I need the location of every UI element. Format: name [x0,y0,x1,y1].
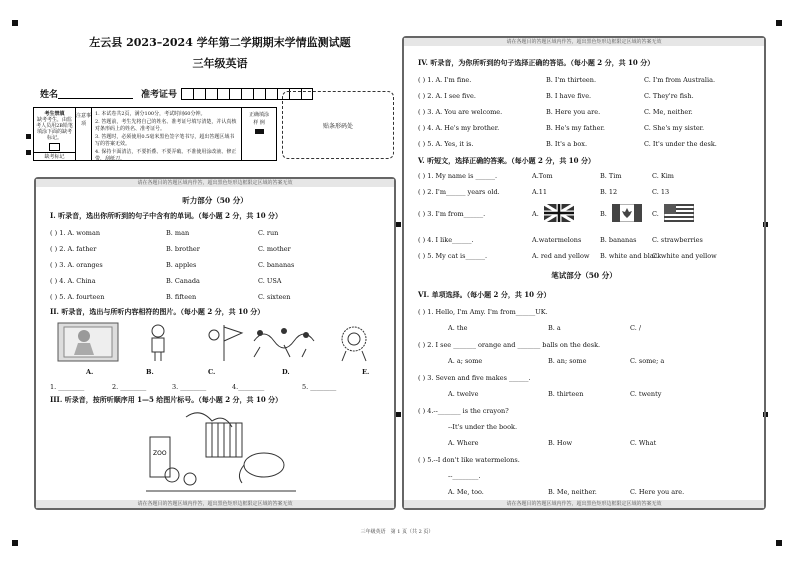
q4-option-c[interactable]: C. She's my sister. [644,124,705,132]
q5-option-a[interactable]: A.watermelons [532,236,582,244]
zoo-scene-picture [146,407,296,495]
q5-stem: ( ) 2. I'm______ years old. [418,188,500,196]
q6-option-b[interactable]: B. thirteen [548,390,584,398]
usa-flag-icon [664,204,694,222]
q6-option-c[interactable]: C. twenty [630,390,662,398]
q4-option-b[interactable]: B. It's a box. [546,140,588,148]
barcode-area [282,91,394,159]
page-title: 左云县 2023–2024 学年第二学期期末学情监测试题 [89,36,351,49]
q5-option-a[interactable]: A.11 [532,188,548,196]
q1-option-a[interactable]: ( ) 5. A. fourteen [50,293,105,301]
q1-option-c[interactable]: C. run [258,229,279,237]
q5-option-a[interactable]: A. red and yellow [532,252,590,260]
q1-option-a[interactable]: ( ) 2. A. father [50,245,97,253]
page-footer: 三年级英语 第 1 页（共 2 页） [360,529,434,535]
answer-blank[interactable]: 4.________ [232,383,265,391]
q6-option-a[interactable]: A. the [448,324,468,332]
picture-label: D. [282,368,290,376]
q6-option-a[interactable]: A. Where [448,439,479,447]
note-line: 3. 答题时，必须使用0.5毫米黑色签字笔书写，超出答题区域书写的答案无效。 [95,133,235,147]
q5-option-b[interactable]: B. bananas [600,236,637,244]
q4-option-b[interactable]: B. He's my father. [546,124,605,132]
q4-option-c[interactable]: C. They're fish. [644,92,694,100]
registration-marker [26,134,31,139]
q5-option-b[interactable]: B. Tim [600,172,622,180]
q1-option-a[interactable]: ( ) 3. A. oranges [50,261,103,269]
answer-blank[interactable]: 5. ________ [302,383,337,391]
answer-blank[interactable]: 1. ________ [50,383,85,391]
q6-option-a[interactable]: A. twelve [448,390,479,398]
q6-stem: ( ) 5.--I don't like watermelons. [418,456,520,464]
q6-stem: ( ) 1. Hello, I'm Amy. I'm from______UK. [418,308,548,316]
flag-picture [209,325,242,361]
answer-blank[interactable]: 2. ________ [112,383,147,391]
note-line: 2. 答题前，考生先将自己的姓名、准考证号填写清楚，并认真核对条形码上的姓名、准考证号。 [95,118,237,132]
registration-marker [776,540,782,546]
q1-option-b[interactable]: B. man [166,229,190,237]
q1-option-c[interactable]: C. mother [258,245,291,253]
name-label: 姓名 [40,90,59,100]
q6-option-b[interactable]: B. Me, neither. [548,488,597,496]
q1-option-c[interactable]: C. USA [258,277,282,285]
q5-option-c[interactable]: C. 13 [652,188,670,196]
warning-banner-bottom: 请在各题目的答题区域内作答，超出黑色矩形边框限定区域的答案无效 [404,500,764,508]
q6-dialog-line: --________. [448,472,481,480]
registration-marker [396,222,401,227]
absence-mark-box[interactable] [49,143,60,151]
left-answer-panel [34,177,396,510]
picture-label: C. [208,368,216,376]
q4-title: IV. 听录音，为你所听到的句子选择正确的答语。（每小题 2 分，共 10 分） [418,58,655,67]
q5-option-a[interactable]: A. [532,210,539,218]
q4-option-a[interactable]: ( ) 1. A. I'm fine. [418,76,472,84]
fill-example-bottom: 样 例 [253,120,265,126]
lion-picture [342,327,366,361]
q6-option-c[interactable]: C. What [630,439,657,447]
people-dancing-picture [254,328,314,357]
q1-option-b[interactable]: B. brother [166,245,200,253]
picture-label: A. [86,368,94,376]
q6-title: VI. 单项选择。（每小题 2 分，共 10 分） [418,290,551,299]
registration-marker [396,412,401,417]
q6-option-c[interactable]: C. some; a [630,357,665,365]
warning-banner: 请在各题目的答题区域内作答，超出黑色矩形边框限定区域的答案无效 [404,38,764,46]
q4-option-a[interactable]: ( ) 4. A. He's my brother. [418,124,500,132]
listening-heading: 听力部分（50 分） [182,196,248,205]
registration-marker [12,20,18,26]
warning-banner: 请在各题目的答题区域内作答，超出黑色矩形边框限定区域的答案无效 [36,179,394,187]
boy-picture [152,325,164,361]
q1-option-a[interactable]: ( ) 4. A. China [50,277,96,285]
q5-option-c[interactable]: C. Kim [652,172,674,180]
q5-option-c[interactable]: C. white and yellow [652,252,717,260]
q1-option-a[interactable]: ( ) 1. A. woman [50,229,101,237]
warning-banner-bottom: 请在各题目的答题区域内作答，超出黑色矩形边框限定区域的答案无效 [36,500,394,508]
q6-option-a[interactable]: A. Me, too. [448,488,484,496]
q6-option-b[interactable]: B. a [548,324,561,332]
q5-option-a[interactable]: A.Tom [532,172,553,180]
q5-option-c[interactable]: C. [652,210,659,218]
q5-stem: ( ) 3. I'm from______. [418,210,486,218]
fill-example-top: 正确填涂 [248,112,269,118]
q4-option-b[interactable]: B. Here you are. [546,108,601,116]
note-line: 4. 保持卡面清洁，不要折叠、不要弄破、不准使用涂改液、修正带、刮纸刀。 [95,148,237,162]
girl-drawing-picture [58,323,118,361]
answer-blank[interactable]: 3. ________ [172,383,207,391]
uk-flag-icon [544,204,574,222]
q6-option-b[interactable]: B. an; some [548,357,587,365]
q2-title: II. 听录音，选出与所听内容相符的图片。（每小题 2 分，共 10 分） [50,307,265,316]
q6-dialog-line: --It's under the book. [448,423,518,431]
absence-instruction: 缺考考生，由监考人员用2B铅笔填涂下面的缺考标记。 [36,117,73,141]
notice-table [33,107,277,161]
q1-title: I. 听录音，选出你所听到的句子中含有的单词。（每小题 2 分，共 10 分） [50,211,283,220]
q6-stem: ( ) 2. I see _______ orange and _______ balls on the desk. [418,341,601,349]
exam-number-label: 准考证号 [141,90,178,100]
q4-option-b[interactable]: B. I have five. [546,92,592,100]
q6-option-a[interactable]: A. a; some [448,357,483,365]
q1-option-c[interactable]: C. bananas [258,261,295,269]
q6-stem: ( ) 3. Seven and five makes ______. [418,374,531,382]
q6-option-c[interactable]: C. / [630,324,642,332]
q6-option-c[interactable]: C. Here you are. [630,488,685,496]
q4-option-c[interactable]: C. It's under the desk. [644,140,717,148]
q5-option-b[interactable]: B. 12 [600,188,618,196]
q1-option-b[interactable]: B. apples [166,261,197,269]
svg-text:ZOO: ZOO [153,450,167,457]
page-subtitle: 三年级英语 [192,57,248,70]
registration-marker [776,20,782,26]
q5-stem: ( ) 4. I like______. [418,236,474,244]
q5-option-c[interactable]: C. strawberries [652,236,703,244]
registration-marker [12,540,18,546]
picture-label: E. [362,368,370,376]
q2-pictures [56,321,376,363]
absence-top-label: 考生禁填 [44,111,65,117]
absence-column [34,108,76,160]
q1-option-b[interactable]: B. fifteen [166,293,197,301]
q4-option-a[interactable]: ( ) 2. A. I see five. [418,92,476,100]
q5-stem: ( ) 1. My name is ______. [418,172,498,180]
filled-rectangle-icon [255,129,264,134]
picture-label: B. [146,368,154,376]
q4-option-c[interactable]: C. I'm from Australia. [644,76,716,84]
q1-option-b[interactable]: B. Canada [166,277,200,285]
q1-option-c[interactable]: C. sixteen [258,293,291,301]
notes-heading: 注意事项 [76,108,92,160]
q5-option-b[interactable]: B. [600,210,607,218]
note-line: 1. 本试卷共2页，满分100分，考试时间60分钟。 [95,111,206,117]
q4-option-c[interactable]: C. Me, neither. [644,108,693,116]
q3-title: III. 听录音，按所听顺序用 1—5 给图片标号。（每小题 2 分，共 10 分） [50,395,283,404]
right-answer-panel [402,36,766,510]
fill-example-column [242,108,276,160]
q6-stem: ( ) 4.--_______ is the crayon? [418,407,509,415]
canada-flag-icon [612,204,642,222]
written-heading: 笔试部分（50 分） [551,271,617,280]
name-field[interactable] [58,88,133,99]
barcode-label: 贴条形码处 [322,122,353,130]
q5-stem: ( ) 5. My cat is______. [418,252,488,260]
q6-option-b[interactable]: B. How [548,439,573,447]
student-id-row [40,87,313,100]
notes-list [92,108,242,160]
q5-option-b[interactable]: B. white and black [600,252,662,260]
absence-mark-label: 缺考标记 [34,152,75,160]
q5-title: V. 听短文，选择正确的答案。（每小题 2 分，共 10 分） [418,156,595,165]
registration-marker [26,150,31,155]
q4-option-a[interactable]: ( ) 3. A. You are welcome. [418,108,503,116]
q4-option-b[interactable]: B. I'm thirteen. [546,76,597,84]
q4-option-a[interactable]: ( ) 5. A. Yes, it is. [418,140,474,148]
